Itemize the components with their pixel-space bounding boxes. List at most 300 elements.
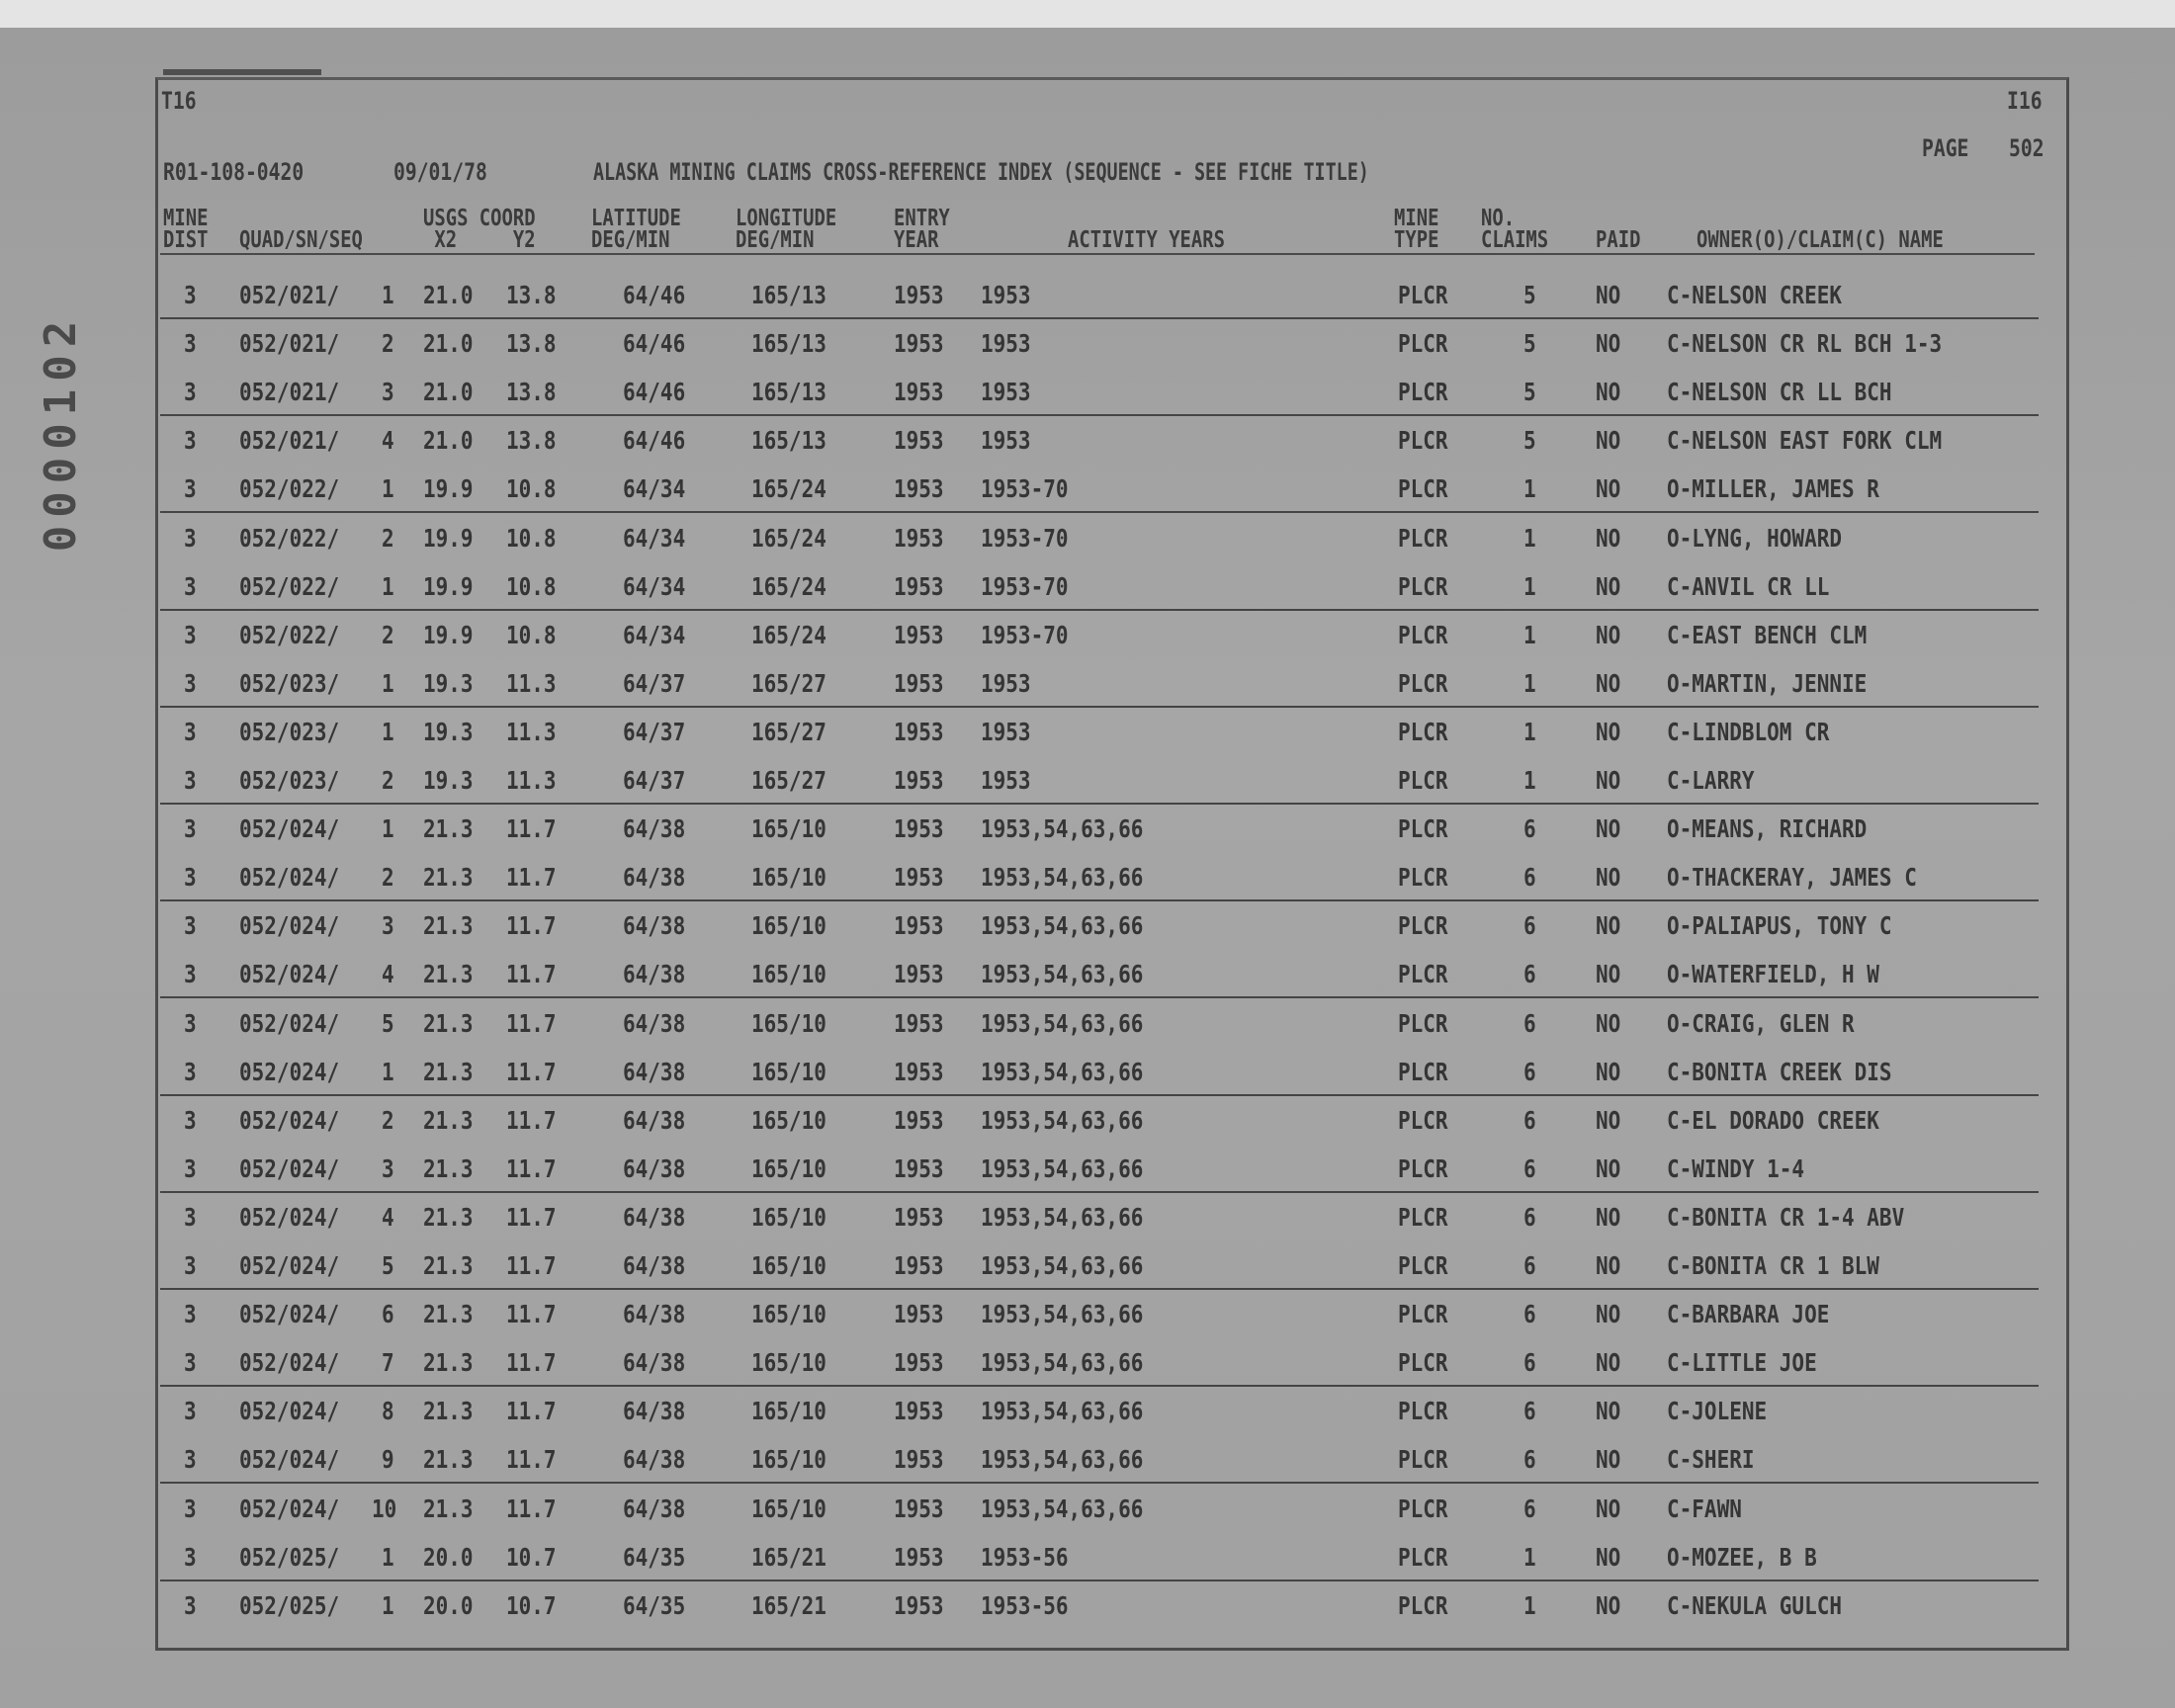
cell-latitude: 64/38 [623, 1105, 686, 1135]
cell-activity-years: 1953,54,63,66 [981, 1494, 1144, 1523]
cell-x2: 21.3 [423, 863, 474, 893]
cell-mine-type: PLCR [1398, 281, 1448, 309]
table-row [0, 469, 2175, 504]
cell-y2: 11.7 [506, 1348, 557, 1378]
cell-activity-years: 1953,54,63,66 [981, 1153, 1144, 1183]
cell-seq: 2 [382, 863, 394, 893]
cell-longitude: 165/10 [751, 1397, 826, 1426]
cell-paid: NO [1596, 668, 1621, 698]
cell-owner-claim-name: O-PALIAPUS, TONY C [1667, 911, 1892, 941]
cell-longitude: 165/27 [751, 766, 826, 795]
cell-paid: NO [1596, 620, 1621, 649]
corner-right-label: I16 [2007, 87, 2043, 115]
cell-latitude: 64/38 [623, 1251, 686, 1280]
cell-entry-year: 1953 [894, 766, 944, 795]
cell-mine-type: PLCR [1398, 1300, 1448, 1329]
cell-owner-claim-name: C-LITTLE JOE [1667, 1348, 1817, 1378]
corner-left-label: T16 [161, 87, 197, 115]
col-header-longitude: LONGITUDE DEG/MIN [736, 206, 837, 253]
cell-y2: 11.7 [506, 1300, 557, 1329]
cell-quad-sn: 052/022/ [239, 620, 340, 649]
cell-mine-type: PLCR [1398, 426, 1448, 456]
cell-mine-type: PLCR [1398, 474, 1448, 504]
cell-latitude: 64/38 [623, 1494, 686, 1523]
cell-mine-dist: 3 [184, 281, 197, 309]
cell-longitude: 165/10 [751, 1348, 826, 1378]
cell-entry-year: 1953 [894, 1590, 944, 1620]
cell-activity-years: 1953-70 [981, 523, 1069, 553]
cell-paid: NO [1596, 717, 1621, 746]
cell-paid: NO [1596, 911, 1621, 941]
cell-owner-claim-name: C-NELSON CR LL BCH [1667, 378, 1892, 407]
cell-quad-sn: 052/025/ [239, 1542, 340, 1572]
cell-entry-year: 1953 [894, 863, 944, 893]
cell-longitude: 165/13 [751, 281, 826, 309]
cell-x2: 19.3 [423, 668, 474, 698]
cell-no-claims: 1 [1523, 523, 1536, 553]
cell-mine-dist: 3 [184, 1251, 197, 1280]
cell-longitude: 165/10 [751, 1445, 826, 1475]
cell-seq: 4 [382, 960, 394, 989]
cell-mine-type: PLCR [1398, 1057, 1448, 1086]
cell-latitude: 64/38 [623, 1445, 686, 1475]
cell-paid: NO [1596, 1300, 1621, 1329]
cell-longitude: 165/10 [751, 1300, 826, 1329]
cell-x2: 21.0 [423, 426, 474, 456]
cell-no-claims: 6 [1523, 1008, 1536, 1038]
cell-latitude: 64/38 [623, 1153, 686, 1183]
cell-mine-dist: 3 [184, 1348, 197, 1378]
cell-no-claims: 6 [1523, 1105, 1536, 1135]
cell-mine-type: PLCR [1398, 378, 1448, 407]
cell-paid: NO [1596, 281, 1621, 309]
row-divider [160, 511, 2039, 513]
cell-mine-type: PLCR [1398, 960, 1448, 989]
cell-latitude: 64/38 [623, 1202, 686, 1232]
cell-x2: 21.0 [423, 329, 474, 359]
cell-x2: 21.3 [423, 1008, 474, 1038]
cell-x2: 21.3 [423, 1397, 474, 1426]
cell-y2: 13.8 [506, 378, 557, 407]
cell-entry-year: 1953 [894, 1397, 944, 1426]
cell-mine-dist: 3 [184, 1494, 197, 1523]
cell-mine-type: PLCR [1398, 766, 1448, 795]
cell-y2: 11.7 [506, 911, 557, 941]
cell-latitude: 64/38 [623, 1057, 686, 1086]
cell-owner-claim-name: O-MEANS, RICHARD [1667, 814, 1868, 844]
cell-entry-year: 1953 [894, 1494, 944, 1523]
table-row [0, 372, 2175, 407]
cell-y2: 10.8 [506, 620, 557, 649]
cell-paid: NO [1596, 1590, 1621, 1620]
cell-latitude: 64/46 [623, 281, 686, 309]
cell-entry-year: 1953 [894, 717, 944, 746]
cell-paid: NO [1596, 1153, 1621, 1183]
table-row [0, 275, 2175, 310]
cell-x2: 21.3 [423, 1445, 474, 1475]
cell-paid: NO [1596, 1348, 1621, 1378]
table-row [0, 663, 2175, 699]
cell-entry-year: 1953 [894, 571, 944, 601]
cell-activity-years: 1953,54,63,66 [981, 1445, 1144, 1475]
cell-mine-type: PLCR [1398, 1153, 1448, 1183]
cell-no-claims: 5 [1523, 329, 1536, 359]
cell-owner-claim-name: O-WATERFIELD, H W [1667, 960, 1879, 989]
cell-x2: 21.3 [423, 1251, 474, 1280]
cell-mine-dist: 3 [184, 1397, 197, 1426]
cell-entry-year: 1953 [894, 329, 944, 359]
row-divider [160, 803, 2039, 805]
table-row [0, 1003, 2175, 1039]
cell-y2: 11.7 [506, 814, 557, 844]
cell-mine-dist: 3 [184, 1057, 197, 1086]
cell-no-claims: 6 [1523, 1251, 1536, 1280]
cell-entry-year: 1953 [894, 378, 944, 407]
cell-no-claims: 1 [1523, 571, 1536, 601]
cell-no-claims: 5 [1523, 281, 1536, 309]
cell-paid: NO [1596, 766, 1621, 795]
cell-activity-years: 1953 [981, 668, 1031, 698]
cell-activity-years: 1953,54,63,66 [981, 1105, 1144, 1135]
cell-quad-sn: 052/024/ [239, 1445, 340, 1475]
cell-latitude: 64/37 [623, 717, 686, 746]
cell-latitude: 64/35 [623, 1590, 686, 1620]
cell-no-claims: 6 [1523, 1300, 1536, 1329]
cell-y2: 11.7 [506, 1202, 557, 1232]
cell-quad-sn: 052/023/ [239, 668, 340, 698]
cell-activity-years: 1953-56 [981, 1542, 1069, 1572]
cell-seq: 10 [372, 1494, 397, 1523]
cell-quad-sn: 052/021/ [239, 426, 340, 456]
cell-no-claims: 6 [1523, 1494, 1536, 1523]
cell-activity-years: 1953,54,63,66 [981, 960, 1144, 989]
cell-longitude: 165/10 [751, 960, 826, 989]
cell-mine-type: PLCR [1398, 1202, 1448, 1232]
cell-seq: 6 [382, 1300, 394, 1329]
cell-entry-year: 1953 [894, 1008, 944, 1038]
cell-activity-years: 1953 [981, 426, 1031, 456]
cell-entry-year: 1953 [894, 281, 944, 309]
table-row [0, 1100, 2175, 1136]
cell-mine-type: PLCR [1398, 814, 1448, 844]
cell-y2: 11.3 [506, 717, 557, 746]
cell-longitude: 165/10 [751, 814, 826, 844]
cell-activity-years: 1953 [981, 329, 1031, 359]
cell-mine-type: PLCR [1398, 668, 1448, 698]
cell-mine-type: PLCR [1398, 620, 1448, 649]
cell-y2: 11.7 [506, 1153, 557, 1183]
cell-owner-claim-name: C-NELSON EAST FORK CLM [1667, 426, 1943, 456]
cell-entry-year: 1953 [894, 911, 944, 941]
cell-entry-year: 1953 [894, 1542, 944, 1572]
cell-x2: 21.3 [423, 1300, 474, 1329]
cell-x2: 21.3 [423, 1348, 474, 1378]
cell-latitude: 64/34 [623, 523, 686, 553]
cell-mine-type: PLCR [1398, 717, 1448, 746]
cell-longitude: 165/13 [751, 378, 826, 407]
cell-mine-type: PLCR [1398, 1397, 1448, 1426]
table-row [0, 1537, 2175, 1573]
cell-activity-years: 1953,54,63,66 [981, 1008, 1144, 1038]
cell-owner-claim-name: O-LYNG, HOWARD [1667, 523, 1843, 553]
col-header-quad: QUAD/SN/SEQ [239, 227, 363, 253]
cell-mine-dist: 3 [184, 1202, 197, 1232]
cell-quad-sn: 052/024/ [239, 1494, 340, 1523]
cell-x2: 21.0 [423, 281, 474, 309]
cell-no-claims: 1 [1523, 620, 1536, 649]
cell-x2: 21.3 [423, 960, 474, 989]
cell-latitude: 64/35 [623, 1542, 686, 1572]
table-row [0, 518, 2175, 554]
cell-activity-years: 1953,54,63,66 [981, 814, 1144, 844]
cell-mine-dist: 3 [184, 378, 197, 407]
cell-owner-claim-name: C-SHERI [1667, 1445, 1755, 1475]
cell-quad-sn: 052/024/ [239, 1251, 340, 1280]
cell-latitude: 64/38 [623, 1348, 686, 1378]
cell-longitude: 165/10 [751, 1251, 826, 1280]
cell-quad-sn: 052/024/ [239, 1202, 340, 1232]
row-divider [160, 1385, 2039, 1387]
cell-mine-type: PLCR [1398, 1348, 1448, 1378]
row-divider [160, 1580, 2039, 1581]
cell-seq: 2 [382, 766, 394, 795]
cell-mine-dist: 3 [184, 474, 197, 504]
cell-mine-dist: 3 [184, 1008, 197, 1038]
cell-owner-claim-name: C-BARBARA JOE [1667, 1300, 1830, 1329]
cell-owner-claim-name: C-JOLENE [1667, 1397, 1768, 1426]
cell-y2: 11.7 [506, 1057, 557, 1086]
cell-mine-dist: 3 [184, 1542, 197, 1572]
cell-mine-type: PLCR [1398, 329, 1448, 359]
cell-y2: 11.7 [506, 1494, 557, 1523]
cell-entry-year: 1953 [894, 668, 944, 698]
cell-activity-years: 1953 [981, 766, 1031, 795]
row-divider [160, 899, 2039, 901]
cell-paid: NO [1596, 814, 1621, 844]
table-row [0, 615, 2175, 650]
cell-no-claims: 6 [1523, 1202, 1536, 1232]
table-row [0, 323, 2175, 359]
row-divider [160, 1191, 2039, 1193]
cell-paid: NO [1596, 1202, 1621, 1232]
page-label: PAGE [1922, 134, 1969, 162]
row-divider [160, 414, 2039, 416]
cell-x2: 21.3 [423, 911, 474, 941]
cell-y2: 11.7 [506, 863, 557, 893]
cell-quad-sn: 052/023/ [239, 717, 340, 746]
cell-seq: 3 [382, 911, 394, 941]
cell-x2: 21.3 [423, 814, 474, 844]
table-row [0, 809, 2175, 844]
cell-entry-year: 1953 [894, 1153, 944, 1183]
cell-paid: NO [1596, 1008, 1621, 1038]
cell-longitude: 165/24 [751, 620, 826, 649]
cell-mine-dist: 3 [184, 571, 197, 601]
cell-mine-dist: 3 [184, 329, 197, 359]
cell-paid: NO [1596, 1397, 1621, 1426]
cell-entry-year: 1953 [894, 523, 944, 553]
cell-x2: 19.3 [423, 717, 474, 746]
cell-paid: NO [1596, 1542, 1621, 1572]
cell-mine-type: PLCR [1398, 863, 1448, 893]
col-header-paid: PAID [1596, 227, 1641, 253]
table-row [0, 760, 2175, 796]
row-divider [160, 706, 2039, 708]
cell-x2: 20.0 [423, 1590, 474, 1620]
cell-longitude: 165/13 [751, 426, 826, 456]
cell-latitude: 64/38 [623, 814, 686, 844]
cell-longitude: 165/24 [751, 571, 826, 601]
table-row [0, 566, 2175, 602]
cell-longitude: 165/27 [751, 717, 826, 746]
cell-mine-dist: 3 [184, 960, 197, 989]
table-row [0, 1294, 2175, 1329]
cell-mine-type: PLCR [1398, 1494, 1448, 1523]
cell-y2: 10.8 [506, 474, 557, 504]
cell-latitude: 64/34 [623, 474, 686, 504]
cell-x2: 21.3 [423, 1494, 474, 1523]
cell-owner-claim-name: C-NELSON CREEK [1667, 281, 1843, 309]
cell-seq: 1 [382, 571, 394, 601]
cell-mine-type: PLCR [1398, 1445, 1448, 1475]
table-row [0, 954, 2175, 989]
cell-owner-claim-name: C-BONITA CR 1-4 ABV [1667, 1202, 1905, 1232]
cell-x2: 19.9 [423, 620, 474, 649]
cell-activity-years: 1953,54,63,66 [981, 1202, 1144, 1232]
cell-no-claims: 6 [1523, 1445, 1536, 1475]
cell-seq: 5 [382, 1251, 394, 1280]
col-header-mine-type: MINE TYPE [1394, 206, 1439, 253]
cell-mine-type: PLCR [1398, 1590, 1448, 1620]
cell-no-claims: 1 [1523, 668, 1536, 698]
cell-no-claims: 6 [1523, 1153, 1536, 1183]
table-row [0, 1052, 2175, 1087]
table-row [0, 1439, 2175, 1475]
cell-entry-year: 1953 [894, 814, 944, 844]
cell-seq: 5 [382, 1008, 394, 1038]
cell-entry-year: 1953 [894, 1300, 944, 1329]
cell-x2: 19.9 [423, 523, 474, 553]
table-row [0, 857, 2175, 893]
cell-activity-years: 1953,54,63,66 [981, 1300, 1144, 1329]
cell-x2: 20.0 [423, 1542, 474, 1572]
cell-owner-claim-name: C-NEKULA GULCH [1667, 1590, 1843, 1620]
cell-no-claims: 6 [1523, 1397, 1536, 1426]
cell-x2: 21.3 [423, 1153, 474, 1183]
cell-latitude: 64/37 [623, 668, 686, 698]
cell-x2: 21.3 [423, 1202, 474, 1232]
cell-quad-sn: 052/023/ [239, 766, 340, 795]
cell-no-claims: 1 [1523, 1590, 1536, 1620]
cell-latitude: 64/34 [623, 620, 686, 649]
cell-y2: 13.8 [506, 329, 557, 359]
cell-quad-sn: 052/024/ [239, 1153, 340, 1183]
cell-owner-claim-name: C-NELSON CR RL BCH 1-3 [1667, 329, 1943, 359]
cell-latitude: 64/46 [623, 426, 686, 456]
cell-no-claims: 6 [1523, 1057, 1536, 1086]
cell-activity-years: 1953,54,63,66 [981, 1348, 1144, 1378]
cell-entry-year: 1953 [894, 1105, 944, 1135]
cell-entry-year: 1953 [894, 1348, 944, 1378]
cell-entry-year: 1953 [894, 1057, 944, 1086]
cell-longitude: 165/10 [751, 911, 826, 941]
cell-mine-dist: 3 [184, 766, 197, 795]
cell-no-claims: 6 [1523, 1348, 1536, 1378]
row-divider [160, 996, 2039, 998]
cell-paid: NO [1596, 1494, 1621, 1523]
cell-quad-sn: 052/022/ [239, 523, 340, 553]
cell-y2: 10.8 [506, 523, 557, 553]
table-row [0, 1149, 2175, 1184]
cell-longitude: 165/10 [751, 1494, 826, 1523]
cell-longitude: 165/10 [751, 1202, 826, 1232]
cell-activity-years: 1953,54,63,66 [981, 1057, 1144, 1086]
cell-seq: 1 [382, 1057, 394, 1086]
cell-latitude: 64/38 [623, 863, 686, 893]
page-number: 502 [2009, 134, 2044, 162]
cell-mine-dist: 3 [184, 1590, 197, 1620]
cell-x2: 19.9 [423, 571, 474, 601]
cell-longitude: 165/10 [751, 1153, 826, 1183]
cell-mine-type: PLCR [1398, 1105, 1448, 1135]
cell-activity-years: 1953,54,63,66 [981, 863, 1144, 893]
cell-activity-years: 1953-70 [981, 571, 1069, 601]
cell-mine-type: PLCR [1398, 911, 1448, 941]
cell-owner-claim-name: C-EAST BENCH CLM [1667, 620, 1868, 649]
cell-activity-years: 1953-56 [981, 1590, 1069, 1620]
col-header-usgs-coord: USGS COORD X2 Y2 [423, 206, 536, 253]
cell-activity-years: 1953-70 [981, 620, 1069, 649]
cell-mine-type: PLCR [1398, 523, 1448, 553]
cell-activity-years: 1953 [981, 281, 1031, 309]
cell-owner-claim-name: O-MOZEE, B B [1667, 1542, 1817, 1572]
cell-activity-years: 1953 [981, 717, 1031, 746]
cell-quad-sn: 052/024/ [239, 1057, 340, 1086]
report-title: ALASKA MINING CLAIMS CROSS-REFERENCE INDEX (SEQUENCE - SEE FICHE TITLE) [593, 158, 1369, 186]
cell-y2: 10.8 [506, 571, 557, 601]
cell-seq: 1 [382, 1542, 394, 1572]
col-header-no-claims: NO. CLAIMS [1481, 206, 1549, 253]
cell-paid: NO [1596, 571, 1621, 601]
cell-no-claims: 1 [1523, 717, 1536, 746]
cell-no-claims: 6 [1523, 863, 1536, 893]
cell-activity-years: 1953,54,63,66 [981, 1397, 1144, 1426]
cell-longitude: 165/10 [751, 1057, 826, 1086]
cell-longitude: 165/21 [751, 1542, 826, 1572]
cell-owner-claim-name: O-CRAIG, GLEN R [1667, 1008, 1855, 1038]
cell-owner-claim-name: C-ANVIL CR LL [1667, 571, 1830, 601]
cell-paid: NO [1596, 378, 1621, 407]
cell-owner-claim-name: C-BONITA CR 1 BLW [1667, 1251, 1879, 1280]
cell-longitude: 165/24 [751, 523, 826, 553]
cell-no-claims: 6 [1523, 814, 1536, 844]
cell-activity-years: 1953 [981, 378, 1031, 407]
cell-quad-sn: 052/025/ [239, 1590, 340, 1620]
cell-owner-claim-name: C-EL DORADO CREEK [1667, 1105, 1879, 1135]
cell-mine-dist: 3 [184, 620, 197, 649]
cell-mine-dist: 3 [184, 523, 197, 553]
cell-quad-sn: 052/024/ [239, 1105, 340, 1135]
cell-latitude: 64/38 [623, 960, 686, 989]
cell-seq: 1 [382, 717, 394, 746]
cell-quad-sn: 052/024/ [239, 1300, 340, 1329]
cell-quad-sn: 052/024/ [239, 863, 340, 893]
cell-owner-claim-name: C-BONITA CREEK DIS [1667, 1057, 1892, 1086]
cell-longitude: 165/24 [751, 474, 826, 504]
cell-seq: 1 [382, 474, 394, 504]
table-row [0, 420, 2175, 456]
cell-latitude: 64/38 [623, 1397, 686, 1426]
